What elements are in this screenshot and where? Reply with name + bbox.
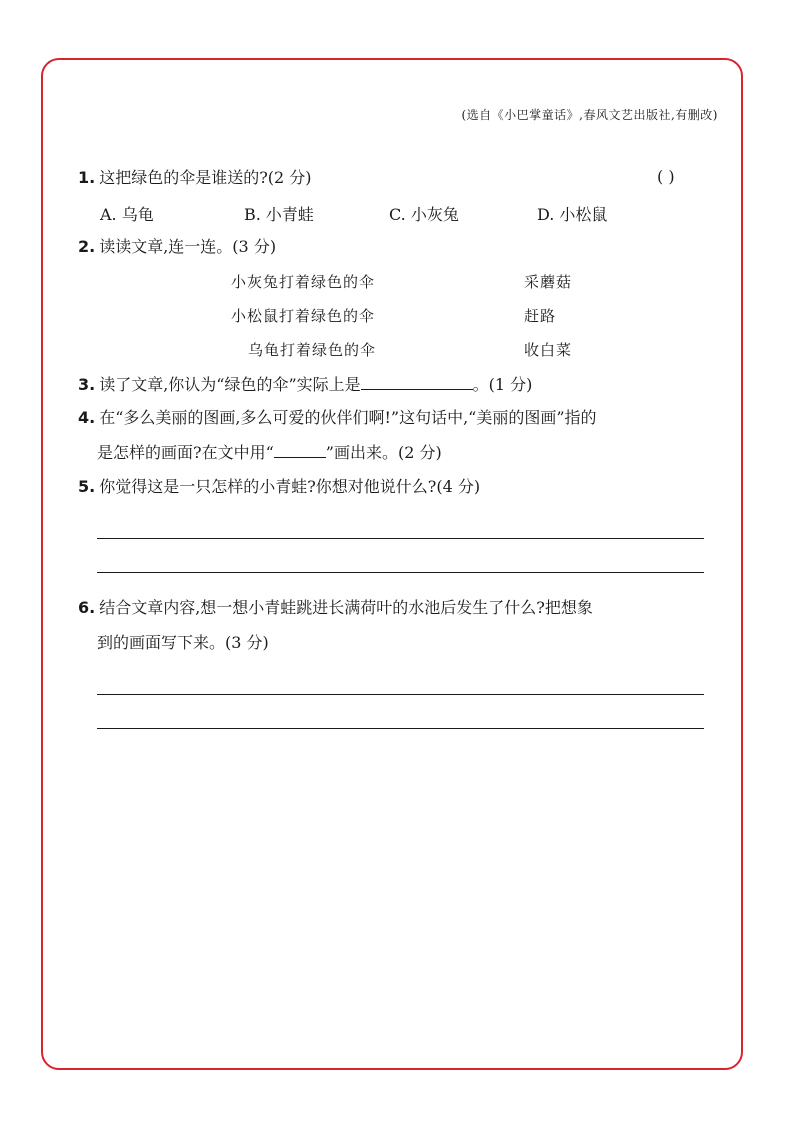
- match-right-item[interactable]: 赶路: [524, 307, 557, 325]
- question-5-text: 你觉得这是一只怎样的小青蛙?你想对他说什么?(4 分): [99, 477, 481, 496]
- question-1: [78, 167, 312, 189]
- question-6-line-2: 到的画面写下来。(3 分): [97, 633, 269, 652]
- option-d[interactable]: D. 小松鼠: [537, 205, 608, 224]
- question-2-number: 2.: [78, 237, 96, 256]
- question-5: [78, 476, 480, 498]
- question-3-number: 3.: [78, 375, 96, 394]
- question-2: [78, 236, 276, 258]
- option-a[interactable]: A. 乌龟: [100, 205, 154, 224]
- answer-line[interactable]: [97, 572, 704, 573]
- answer-line[interactable]: [97, 538, 704, 539]
- question-6: [78, 597, 593, 619]
- question-3-text: 读了文章,你认为“绿色的伞”实际上是: [99, 375, 361, 394]
- match-right-item[interactable]: 采蘑菇: [524, 273, 573, 291]
- question-1-text: 这把绿色的伞是谁送的?(2 分): [99, 168, 312, 187]
- question-5-number: 5.: [78, 477, 96, 496]
- match-right-item[interactable]: 收白菜: [524, 341, 573, 359]
- answer-line[interactable]: [97, 728, 704, 729]
- match-left-item[interactable]: 小灰兔打着绿色的伞: [231, 273, 376, 291]
- match-left-item[interactable]: 乌龟打着绿色的伞: [248, 341, 377, 359]
- question-6-number: 6.: [78, 598, 96, 617]
- question-4-blank[interactable]: [274, 441, 326, 458]
- question-4-line-1: 在“多么美丽的图画,多么可爱的伙伴们啊!”这句话中,“美丽的图画”指的: [99, 408, 597, 427]
- answer-line[interactable]: [97, 694, 704, 695]
- option-b[interactable]: B. 小青蛙: [244, 205, 314, 224]
- question-1-number: 1.: [78, 168, 96, 187]
- question-4-line-2: 是怎样的画面?在文中用“ ”画出来。(2 分): [97, 443, 442, 462]
- question-3-blank[interactable]: [361, 373, 473, 390]
- question-1-answer-paren[interactable]: ( ): [657, 167, 675, 186]
- option-c[interactable]: C. 小灰兔: [389, 205, 459, 224]
- question-4-number: 4.: [78, 408, 96, 427]
- source-citation: (选自《小巴掌童话》,春风文艺出版社,有删改): [461, 108, 718, 122]
- match-left-item[interactable]: 小松鼠打着绿色的伞: [231, 307, 376, 325]
- question-3-text-end: 。(1 分): [472, 375, 533, 394]
- question-6-line-1: 结合文章内容,想一想小青蛙跳进长满荷叶的水池后发生了什么?把想象: [99, 598, 593, 617]
- question-3: [78, 373, 532, 396]
- question-2-text: 读读文章,连一连。(3 分): [99, 237, 277, 256]
- question-4: [78, 407, 597, 429]
